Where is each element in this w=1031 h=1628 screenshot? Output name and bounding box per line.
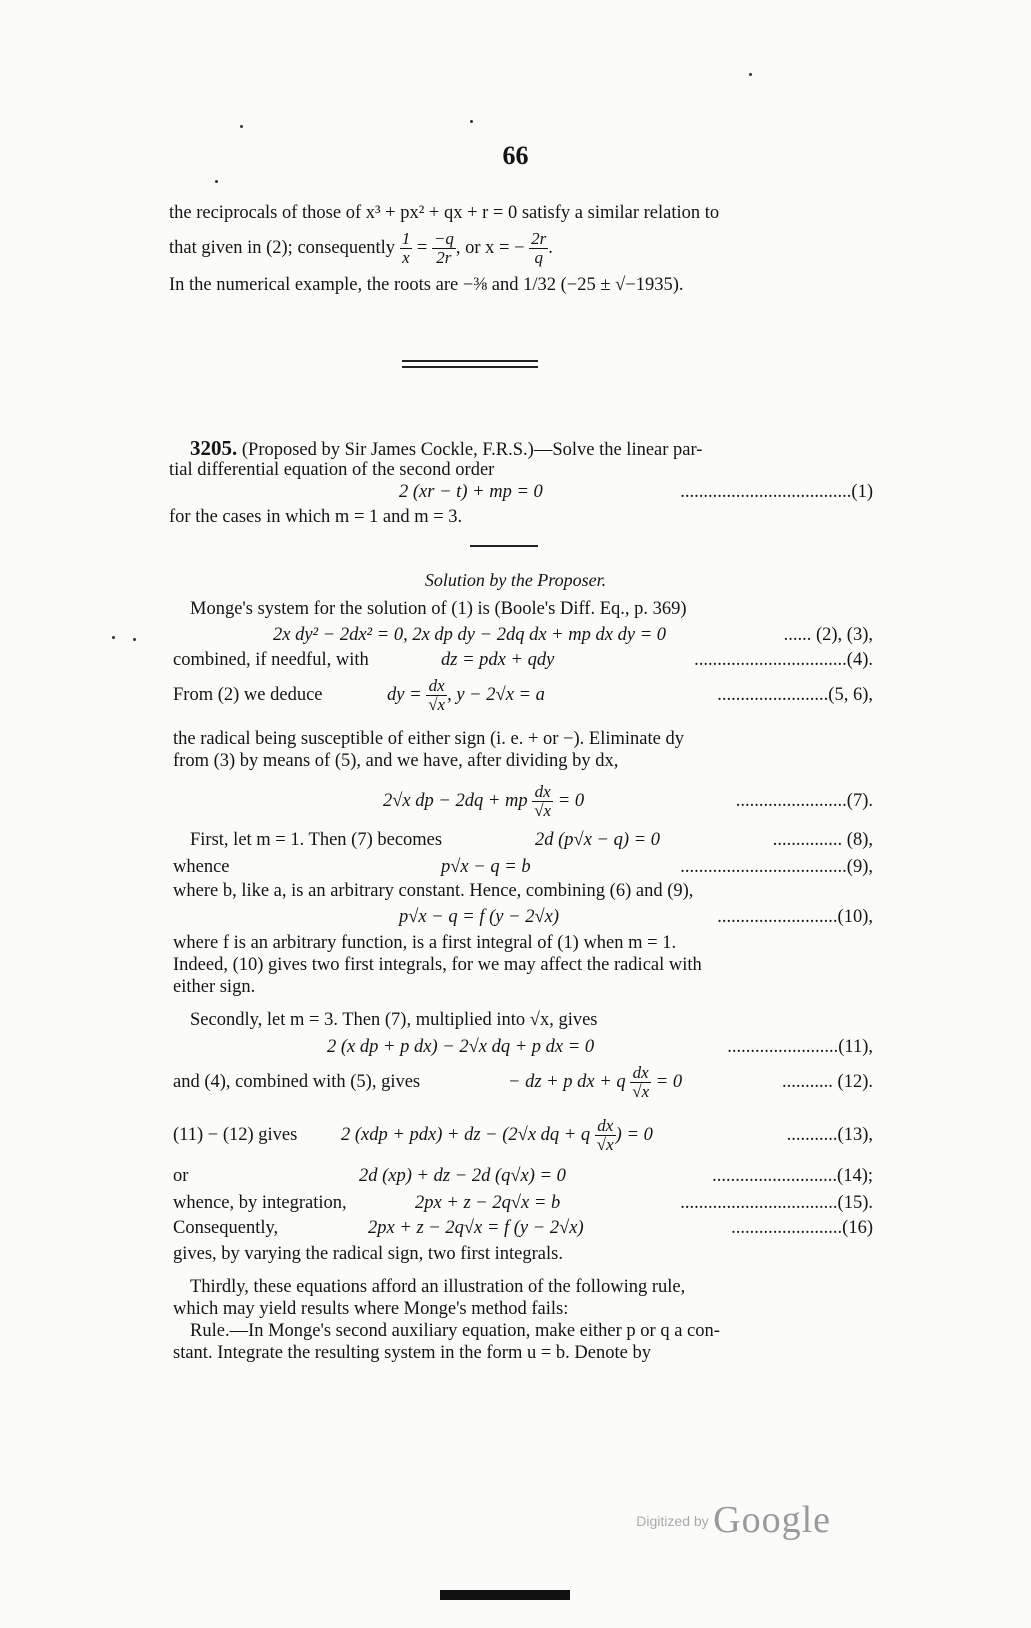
solution-p3e: either sign. (173, 977, 256, 997)
equation-number: ............... (8), (772, 830, 873, 850)
equation-number: ........... (12). (782, 1072, 873, 1092)
equation-number: ...... (2), (3), (783, 625, 873, 645)
solution-heading: Solution by the Proposer. (424, 570, 607, 590)
fraction: $\frac{-q}{2r}$ (433, 229, 454, 268)
equation-number: ........................(16) (731, 1218, 873, 1238)
section-rule (470, 545, 538, 547)
intro-line-2: that given in (2); consequently $\frac{1}{x}$ = $\frac{-q}{2r}$ , or x = − $\frac{2r}{q}$ . (169, 229, 553, 268)
speck (112, 636, 115, 639)
equation-number: ..........................(10), (717, 907, 873, 927)
equation-number: .....................................(1) (680, 482, 873, 502)
problem-line-1: 3205. (Proposed by Sir James Cockle, F.R.S.)—Solve the linear par- (190, 436, 703, 460)
speck (240, 125, 243, 128)
equation-number: ..................................(15). (680, 1193, 873, 1213)
intro-line-1: the reciprocals of those of x³ + px² + qx + r = 0 satisfy a similar relation to (169, 203, 720, 223)
scan-edge-bar (440, 1590, 570, 1600)
solution-p3b: where b, like a, is an arbitrary constant. Hence, combining (6) and (9), (173, 881, 694, 901)
fraction: $\frac{dx}{√x}$ (534, 782, 552, 821)
speck (470, 120, 473, 123)
fraction: $\frac{2r}{q}$ (531, 229, 547, 268)
equation-number: ........................(11), (727, 1037, 873, 1057)
solution-p4a: Secondly, let m = 3. Then (7), multiplied into √x, gives (190, 1010, 598, 1030)
equation-number: ...........(13), (786, 1125, 873, 1145)
solution-p6a: Thirdly, these equations afford an illustration of the following rule, (190, 1277, 686, 1297)
double-rule-top (402, 360, 538, 362)
problem-number: 3205. (190, 436, 238, 460)
problem-line-2: tial differential equation of the second order (169, 460, 495, 480)
fraction: $\frac{1}{x}$ (401, 229, 411, 268)
equation-number: ...........................(14); (712, 1166, 873, 1186)
page-number: 66 (502, 141, 529, 170)
speck (215, 180, 218, 183)
solution-p1: Monge's system for the solution of (1) is (Boole's Diff. Eq., p. 369) (190, 599, 687, 619)
equation-number: ....................................(9), (680, 857, 873, 877)
solution-p7a: Rule.—In Monge's second auxiliary equation, make either p or q a con- (190, 1321, 720, 1341)
solution-p7b: stant. Integrate the resulting system in the form u = b. Denote by (173, 1343, 651, 1363)
digitized-watermark: Digitized by Google (636, 1499, 831, 1541)
solution-p6b: which may yield results where Monge's method fails: (173, 1299, 569, 1319)
solution-p2a: the radical being susceptible of either sign (i. e. + or −). Eliminate dy (173, 729, 684, 749)
fraction: $\frac{dx}{√x}$ (632, 1063, 650, 1102)
fraction: $\frac{dx}{√x}$ (428, 676, 446, 715)
double-rule-bottom (402, 366, 538, 368)
solution-p3d: Indeed, (10) gives two first integrals, for we may affect the radical with (173, 955, 702, 975)
intro-line-3: In the numerical example, the roots are −⅜ and 1/32 (−25 ± √−1935). (169, 275, 684, 295)
equation-number: ........................(5, 6), (717, 685, 873, 705)
problem-line-3: for the cases in which m = 1 and m = 3. (169, 507, 463, 527)
speck (133, 638, 136, 641)
google-logo: Google (713, 1499, 831, 1541)
equation-number: .................................(4). (694, 650, 873, 670)
solution-p5: gives, by varying the radical sign, two first integrals. (173, 1244, 563, 1264)
equation-5-6: From (2) we deduce dy = $\frac{dx}{√x}$ , y − 2√x = a ........................(5, 6), (173, 676, 873, 715)
speck (749, 73, 752, 76)
solution-p3c: where f is an arbitrary function, is a first integral of (1) when m = 1. (173, 933, 677, 953)
fraction: $\frac{dx}{√x}$ (596, 1116, 614, 1155)
solution-p2b: from (3) by means of (5), and we have, after dividing by dx, (173, 751, 619, 771)
equation-number: ........................(7). (735, 791, 873, 811)
